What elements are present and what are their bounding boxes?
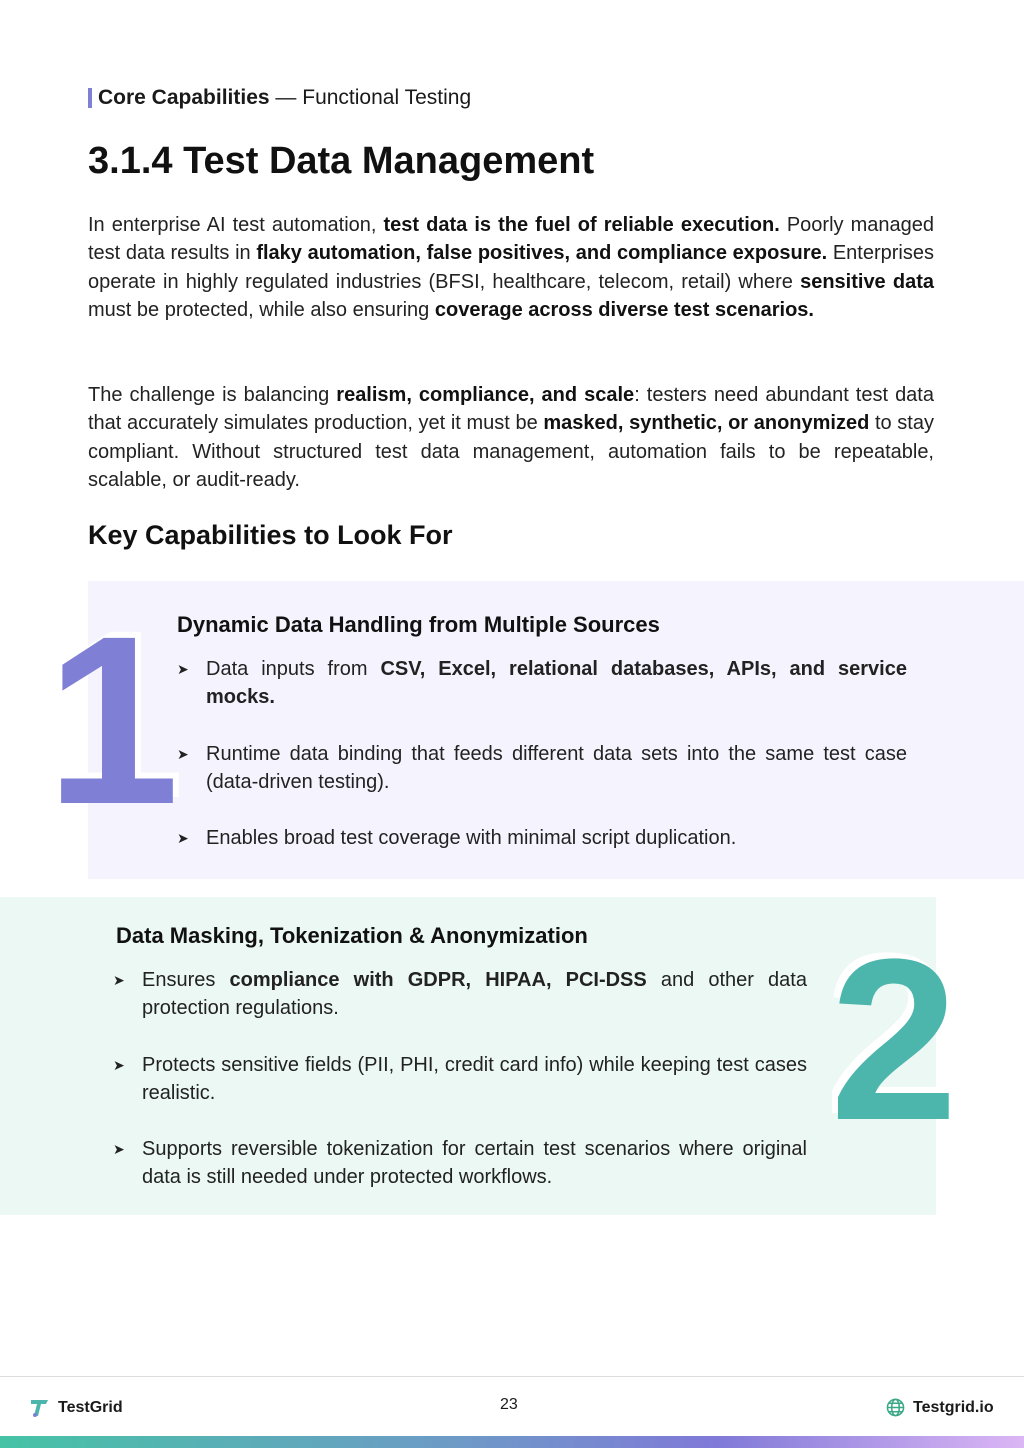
challenge-paragraph (88, 381, 934, 494)
list-item: ➤ Ensures compliance with GDPR, HIPAA, PCI-DSS and other data protection regulations. (113, 966, 807, 1023)
bold-text: flaky automation, false positives, and compliance exposure. (256, 242, 828, 265)
breadcrumb (88, 86, 471, 110)
arrow-bullet-icon: ➤ (177, 830, 189, 847)
arrow-bullet-icon: ➤ (113, 1141, 125, 1158)
list-item: ➤ Data inputs from CSV, Excel, relational databases, APIs, and service mocks. (177, 655, 907, 712)
bold-text: test data is the fuel of reliable execution. (383, 214, 780, 236)
globe-icon (886, 1398, 905, 1417)
arrow-bullet-icon: ➤ (177, 745, 189, 762)
text: must be protected, while also ensuring (88, 298, 435, 321)
list-item: ➤ Runtime data binding that feeds different data sets into the same test case (data-driven testing). (177, 740, 907, 797)
bold-text: sensitive data (800, 270, 934, 293)
arrow-bullet-icon: ➤ (177, 661, 189, 677)
capability-number-2: 2 (830, 911, 958, 1168)
footer-divider (0, 1376, 1024, 1377)
testgrid-logo-icon (30, 1398, 50, 1418)
capability-list-2 (113, 966, 807, 1220)
list-item: ➤ Supports reversible tokenization for certain test scenarios where original data is still needed under protected workflows. (113, 1135, 807, 1192)
text: : testers need abundant test data that accurately simulates production, yet it must be (88, 384, 934, 435)
capability-number-1: 1 (46, 586, 180, 854)
bold-text: coverage across diverse test scenarios. (434, 298, 814, 321)
list-item: ➤ Enables broad test coverage with minimal script duplication. (177, 824, 907, 852)
arrow-bullet-icon: ➤ (113, 1056, 125, 1073)
breadcrumb-sub: — Functional Testing (275, 86, 472, 109)
text: The challenge is balancing (88, 384, 337, 406)
capability-list-1 (177, 655, 907, 880)
footer-gradient-bar (0, 1436, 1024, 1448)
capability-title-2: Data Masking, Tokenization & Anonymization (116, 923, 588, 948)
bold-text: masked, synthetic, or anonymized (543, 412, 870, 435)
page-number: 23 (500, 1396, 518, 1413)
bold-text: realism, compliance, and scale (336, 384, 635, 406)
text: Enterprises operate in highly regulated industries (BFSI, healthcare, telecom, retail) where (88, 242, 934, 293)
text: Poorly managed test data results in (88, 214, 934, 265)
capability-title-1: Dynamic Data Handling from Multiple Sources (177, 612, 660, 637)
footer-site-link[interactable] (886, 1398, 994, 1417)
text: to stay compliant. Without structured test data management, automation fails to be repeatable, scalable, or audit-ready. (88, 412, 934, 491)
arrow-bullet-icon: ➤ (113, 972, 125, 988)
footer-brand (30, 1398, 123, 1418)
brand-name: TestGrid (58, 1399, 123, 1416)
page-title: 3.1.4 Test Data Management (88, 140, 595, 182)
text: In enterprise AI test automation, (88, 214, 384, 236)
section-subheading: Key Capabilities to Look For (88, 520, 453, 550)
list-item: ➤ Protects sensitive fields (PII, PHI, credit card info) while keeping test cases realistic. (113, 1051, 807, 1108)
site-link-text[interactable]: Testgrid.io (913, 1398, 994, 1416)
breadcrumb-marker (88, 88, 92, 108)
breadcrumb-section: Core Capabilities (98, 86, 270, 109)
intro-paragraph (88, 211, 934, 324)
